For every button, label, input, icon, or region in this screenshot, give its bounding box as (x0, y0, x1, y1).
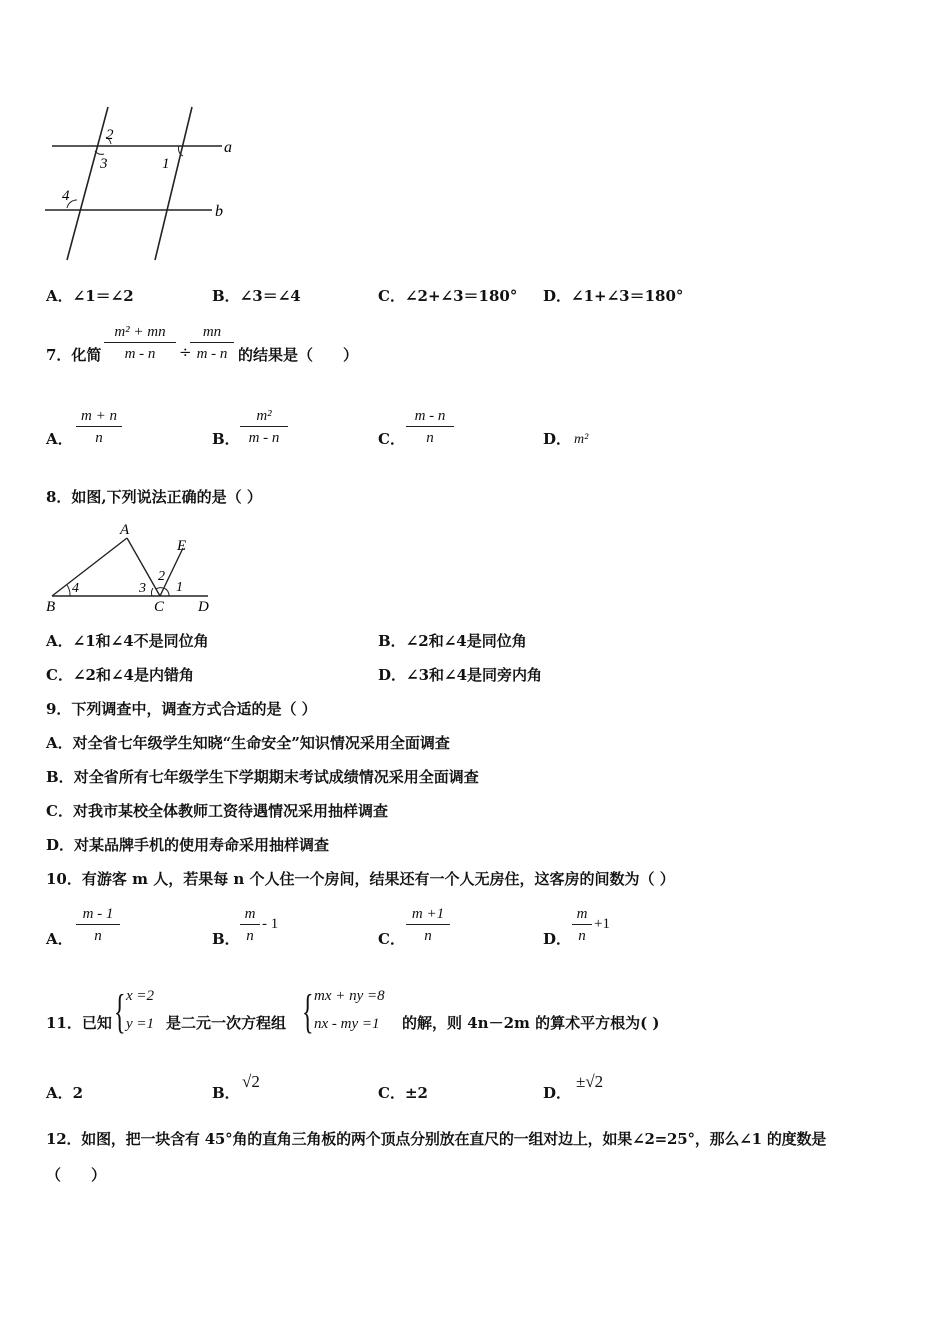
q7-option-c-letter: C． (378, 430, 405, 448)
q11-option-d-letter: D． (543, 1084, 572, 1102)
q11-sys1-line1: x =2 (126, 988, 155, 1004)
svg-text:C: C (154, 599, 165, 615)
q9-option-d: D．对某品牌手机的使用寿命采用抽样调查 (46, 836, 330, 854)
angle-4-label: 4 (62, 188, 70, 204)
q7-option-b-fraction: $\frac{\text{m²}}{m - n}$ (240, 406, 288, 449)
q10-stem: 10．有游客 m 人，若果每 n 个人住一个房间，结果还有一个人无房住，这客房的间数为（ ） (46, 870, 675, 888)
svg-text:A: A (120, 522, 130, 538)
q11-mid: 是二元一次方程组 (166, 1014, 287, 1032)
q7-fraction-2: $\frac{mn}{m - n}$ (190, 322, 234, 365)
q10-option-b-fraction: $\frac{m}{n}$ (240, 904, 260, 947)
q7-option-d-expr: m² (574, 432, 589, 447)
angle-2-label: 2 (106, 127, 114, 143)
q7-option-a-letter: A． (46, 430, 73, 448)
q7-option-b-letter: B． (212, 430, 240, 448)
svg-text:D: D (198, 599, 209, 615)
svg-text:E: E (177, 538, 187, 554)
q8-option-c: C．∠2和∠4是内错角 (46, 666, 194, 684)
label-b: b (215, 203, 223, 220)
label-a: a (224, 139, 232, 156)
q10-option-d-fraction: $\frac{m}{n}$ (572, 904, 592, 947)
q6-option-b: B．∠3＝∠4 (212, 287, 301, 305)
q11-brace-2: { (302, 985, 314, 1038)
q9-option-b: B．对全省所有七年级学生下学期期末考试成绩情况采用全面调查 (46, 768, 479, 786)
q11-prefix: 11．已知 (46, 1014, 112, 1032)
q9-option-c: C．对我市某校全体教师工资待遇情况采用抽样调查 (46, 802, 388, 820)
q10-option-a-letter: A． (46, 930, 73, 948)
q11-brace-1: { (114, 985, 126, 1038)
q6-option-c: C．∠2+∠3＝180° (378, 287, 518, 305)
q7-option-c-fraction: $\frac{m - n}{n}$ (406, 406, 454, 449)
q7-fraction-1: $\frac{\text{m² + mn}}{m - n}$ (104, 322, 176, 365)
q11-option-b-expr: √2 (242, 1072, 260, 1091)
q11-sys2-line1: mx + ny =8 (314, 988, 385, 1004)
svg-text:4: 4 (72, 581, 79, 596)
svg-text:1: 1 (176, 580, 183, 595)
angle-3-label: 3 (100, 156, 108, 172)
q8-option-b: B．∠2和∠4是同位角 (378, 632, 527, 650)
q11-sys2-line2: nx - my =1 (314, 1016, 380, 1032)
q10-option-d-letter: D． (543, 930, 572, 948)
angle-1-label: 1 (162, 156, 170, 172)
q11-option-c: C．±2 (378, 1084, 428, 1102)
q10-option-b-suffix: - 1 (262, 916, 279, 932)
q7-tail: 的结果是（ ） (238, 346, 359, 364)
q8-stem: 8．如图,下列说法正确的是（ ） (46, 488, 262, 506)
q10-option-c-fraction: $\frac{m +1}{n}$ (406, 904, 450, 947)
q8-option-a: A．∠1和∠4不是同位角 (46, 632, 209, 650)
svg-text:B: B (46, 599, 56, 615)
q11-option-a: A．2 (46, 1084, 84, 1102)
q8-option-d: D．∠3和∠4是同旁内角 (378, 666, 543, 684)
q7-number: 7．化简 (46, 346, 102, 364)
q11-tail: 的解，则 4n－2m 的算术平方根为( ) (402, 1014, 660, 1032)
q12-line1: 12．如图，把一块含有 45°角的直角三角板的两个顶点分别放在直尺的一组对边上，如果∠2=25°，那么∠1 的度数是 (46, 1130, 827, 1148)
q10-option-c-letter: C． (378, 930, 405, 948)
svg-text:3: 3 (139, 581, 146, 596)
q11-option-b-letter: B． (212, 1084, 240, 1102)
parallel-lines-figure (40, 100, 240, 265)
q9-option-a: A．对全省七年级学生知晓“生命安全”知识情况采用全面调查 (46, 734, 450, 752)
transversal-left (67, 107, 108, 260)
q10-option-a-fraction: $\frac{m - 1}{n}$ (76, 904, 120, 947)
q7-option-a-fraction: $\frac{m + n}{n}$ (76, 406, 122, 449)
q7-option-d-letter: D． (543, 430, 572, 448)
q11-sys1-line2: y =1 (126, 1016, 155, 1032)
triangle-figure (40, 518, 220, 618)
q6-option-d: D．∠1+∠3＝180° (543, 287, 684, 305)
q12-line2: （ ） (46, 1166, 107, 1184)
q7-divide-sign: ÷ (179, 343, 192, 361)
q11-option-d-expr: ±√2 (576, 1072, 604, 1091)
q10-option-d-suffix: +1 (594, 916, 610, 932)
q10-option-b-letter: B． (212, 930, 240, 948)
transversal-right (155, 107, 192, 260)
q6-option-a: A．∠1＝∠2 (46, 287, 134, 305)
q9-stem: 9．下列调查中，调查方式合适的是（ ） (46, 700, 317, 718)
svg-text:2: 2 (158, 569, 165, 584)
